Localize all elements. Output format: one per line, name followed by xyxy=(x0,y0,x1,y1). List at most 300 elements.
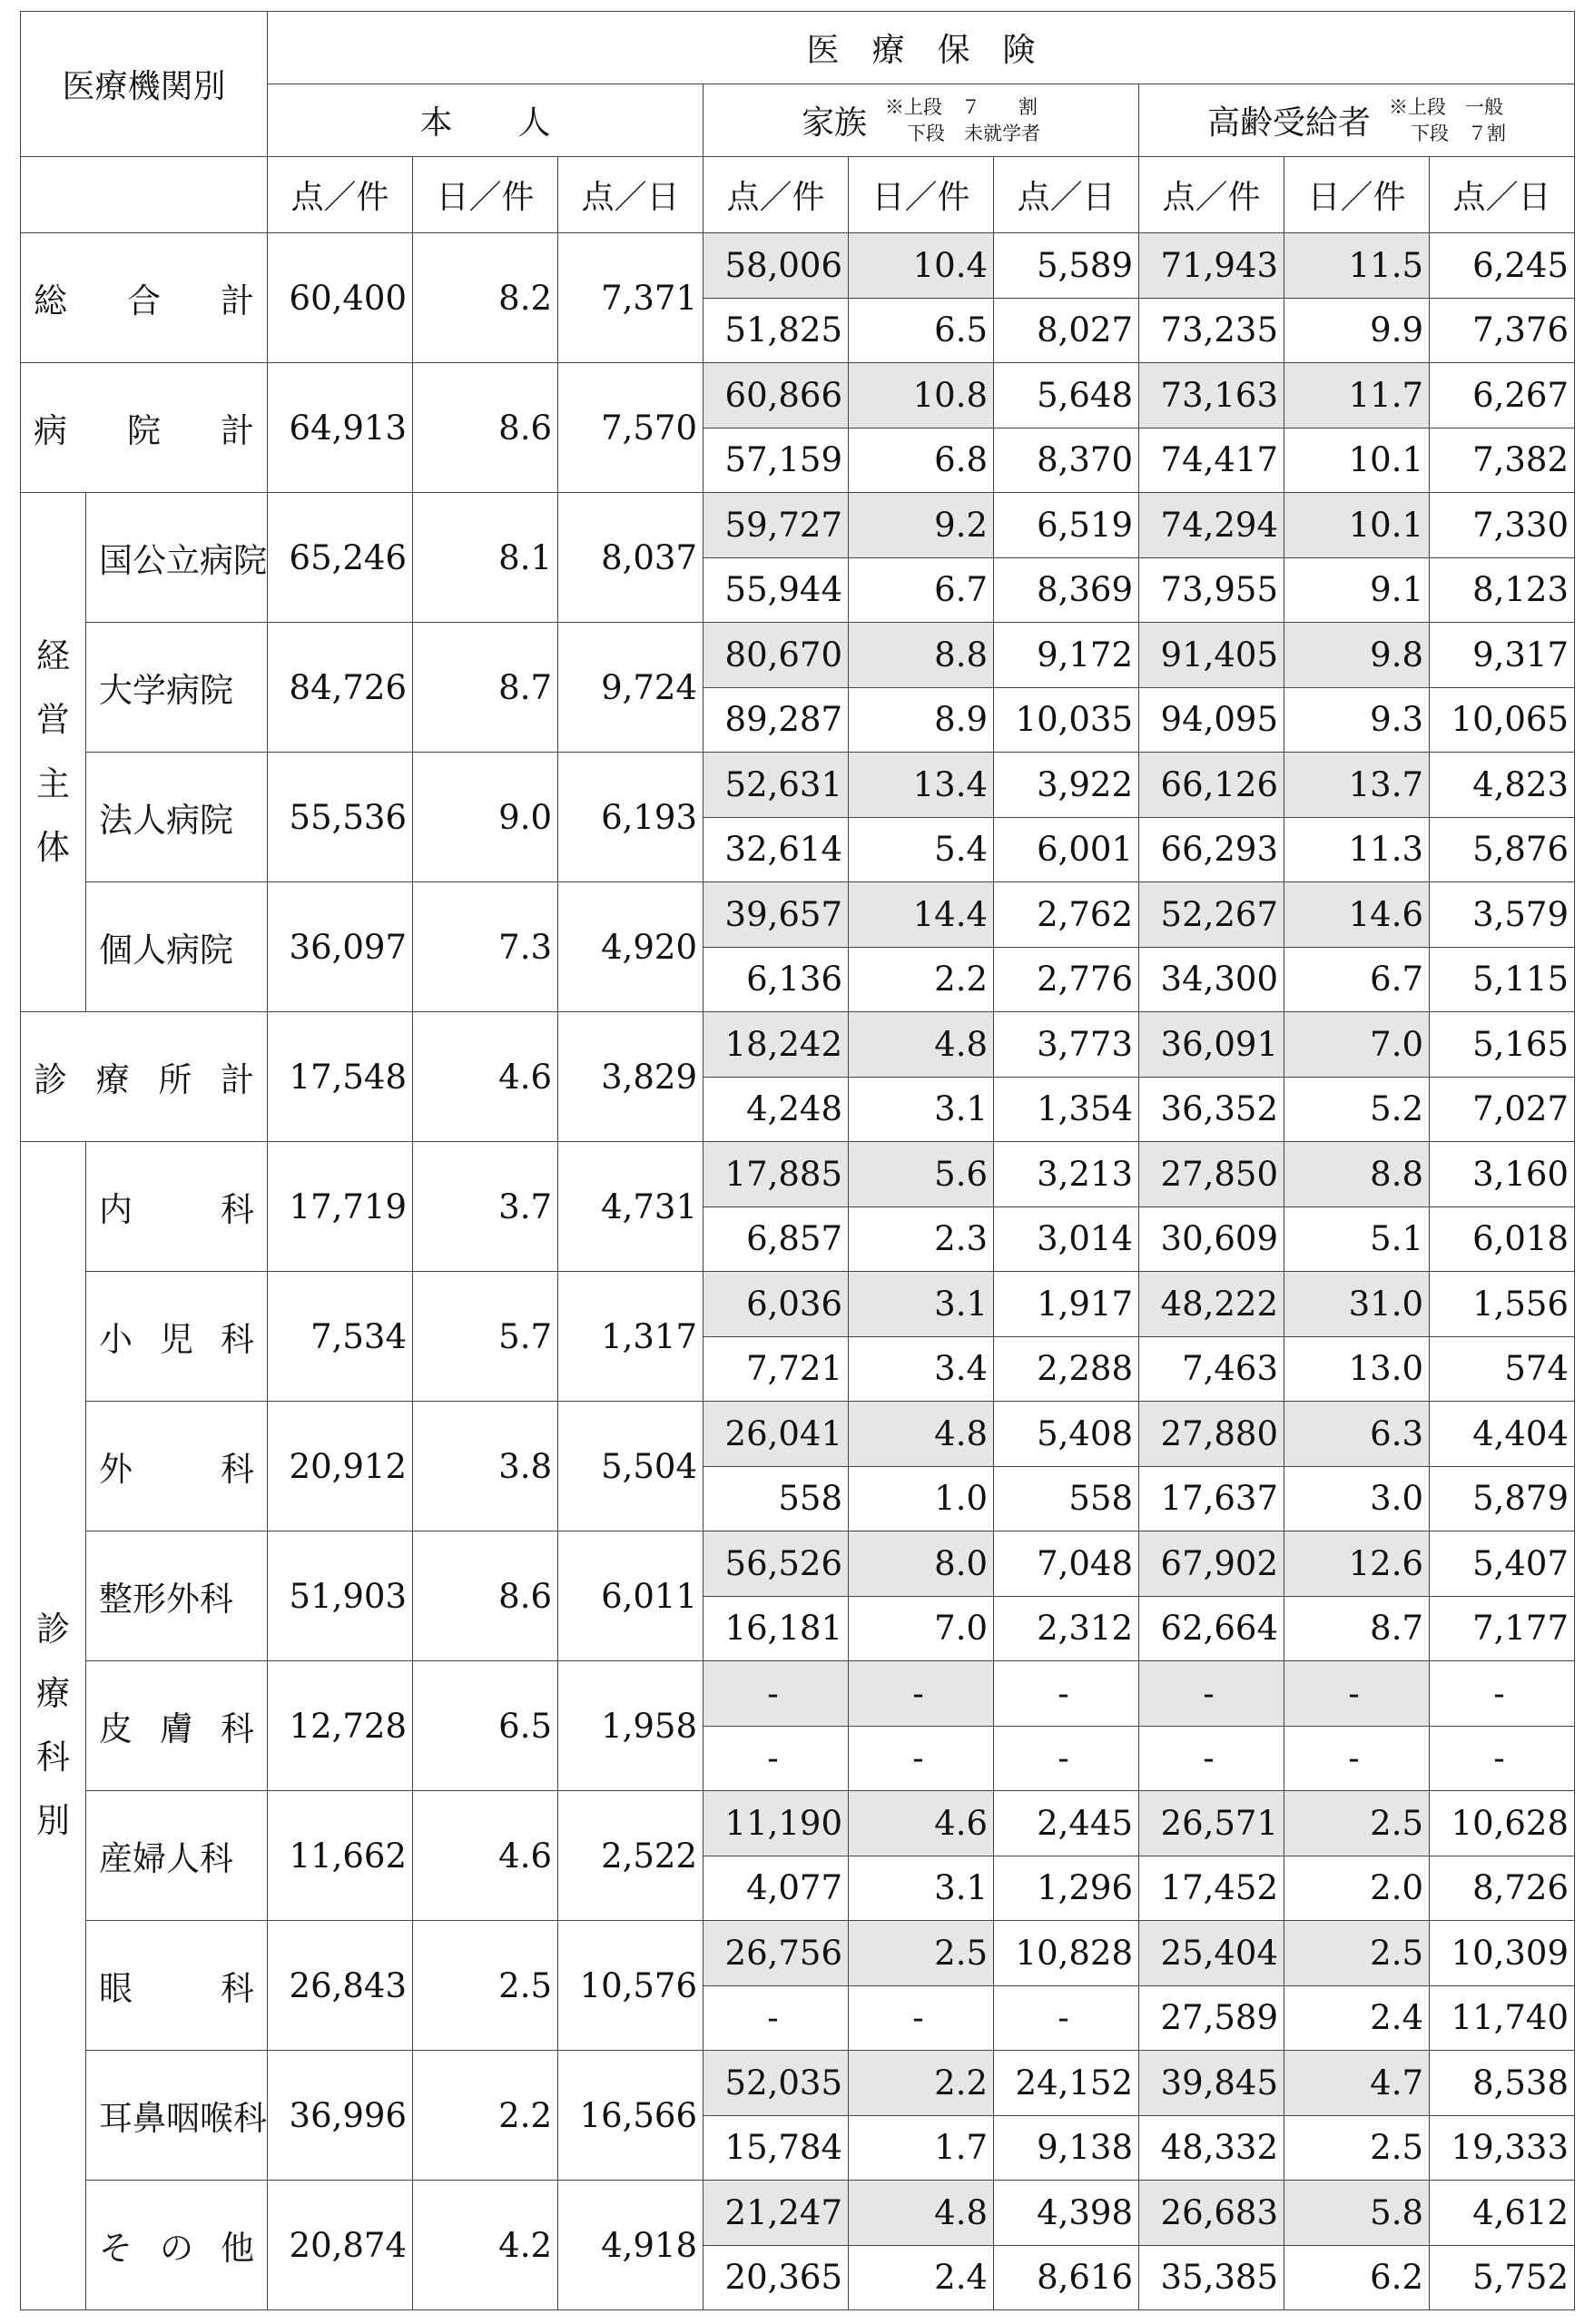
value-cell: 74,417 xyxy=(1139,428,1284,493)
value-cell: 2.3 xyxy=(849,1206,994,1272)
section-label xyxy=(21,493,86,1012)
value-cell: 2.4 xyxy=(849,2245,994,2310)
value-cell: 36,091 xyxy=(1139,1012,1284,1078)
value-cell: 51,903 xyxy=(268,1531,413,1661)
value-cell: 59,727 xyxy=(704,493,849,558)
value-cell: 39,657 xyxy=(704,882,849,948)
row-label-char: 診 xyxy=(34,1060,67,1099)
table-row xyxy=(21,1402,1575,1467)
table-row xyxy=(21,233,1575,299)
value-cell: 11,740 xyxy=(1430,1985,1575,2051)
value-cell: 17,719 xyxy=(268,1142,413,1272)
row-label xyxy=(86,1831,267,1880)
value-cell: - xyxy=(1139,1661,1284,1727)
value-cell: 2.5 xyxy=(1284,2115,1430,2181)
value-cell: 3,160 xyxy=(1430,1142,1575,1207)
value-cell: 8.6 xyxy=(413,363,558,493)
value-cell: 1.0 xyxy=(849,1466,994,1531)
value-cell: 4.6 xyxy=(413,1012,558,1142)
value-cell: 5.2 xyxy=(1284,1077,1430,1142)
row-label-char: 科 xyxy=(221,1450,254,1489)
value-cell: 32,614 xyxy=(704,817,849,882)
value-cell: 73,955 xyxy=(1139,557,1284,623)
value-cell: 7,463 xyxy=(1139,1336,1284,1402)
value-cell: 11.5 xyxy=(1284,233,1430,299)
value-cell: 20,365 xyxy=(704,2245,849,2310)
value-cell: 94,095 xyxy=(1139,687,1284,753)
value-cell: 74,294 xyxy=(1139,493,1284,558)
row-label xyxy=(86,922,267,971)
value-cell: 9,724 xyxy=(558,623,704,753)
value-cell: 3,579 xyxy=(1430,882,1575,948)
value-cell: 4.8 xyxy=(849,2181,994,2246)
value-cell: 11.7 xyxy=(1284,363,1430,428)
value-cell: 26,683 xyxy=(1139,2181,1284,2246)
value-cell: 5,408 xyxy=(994,1402,1139,1467)
row-label-char: 国公立病院 xyxy=(99,541,267,580)
value-cell: 13.4 xyxy=(849,753,994,818)
value-cell: 2.0 xyxy=(1284,1856,1430,1921)
value-cell: 2.5 xyxy=(413,1921,558,2051)
value-cell: 80,670 xyxy=(704,623,849,688)
value-cell: 4,404 xyxy=(1430,1402,1575,1467)
table-row xyxy=(21,882,1575,948)
value-cell: 4,918 xyxy=(558,2181,704,2310)
value-cell: 9.0 xyxy=(413,753,558,882)
value-cell: 7.3 xyxy=(413,882,558,1012)
table-row xyxy=(21,2051,1575,2116)
value-cell: 7,376 xyxy=(1430,298,1575,363)
value-cell: 60,866 xyxy=(704,363,849,428)
value-cell: 6.8 xyxy=(849,428,994,493)
value-cell: 6,245 xyxy=(1430,233,1575,299)
section-label-char: 主 xyxy=(36,763,70,803)
value-cell: 34,300 xyxy=(1139,947,1284,1012)
value-cell: 3,213 xyxy=(994,1142,1139,1207)
value-cell: 6.7 xyxy=(1284,947,1430,1012)
row-label-char: 小 xyxy=(99,1320,133,1359)
row-label-char: 整形外科 xyxy=(99,1580,233,1619)
row-label-char: 眼 xyxy=(99,1969,133,2008)
value-cell: 10,309 xyxy=(1430,1921,1575,1986)
value-cell: 4,823 xyxy=(1430,753,1575,818)
value-cell: 64,913 xyxy=(268,363,413,493)
value-cell: 10.4 xyxy=(849,233,994,299)
value-cell: 10,065 xyxy=(1430,687,1575,753)
row-label-cell xyxy=(21,363,268,493)
value-cell: 57,159 xyxy=(704,428,849,493)
value-cell: 2,776 xyxy=(994,947,1139,1012)
value-cell: 2,762 xyxy=(994,882,1139,948)
value-cell: 4.8 xyxy=(849,1402,994,1467)
column-header: 点／件 xyxy=(268,157,413,233)
row-label xyxy=(86,1312,267,1361)
value-cell: 60,400 xyxy=(268,233,413,363)
value-cell: 9,317 xyxy=(1430,623,1575,688)
value-cell: 67,902 xyxy=(1139,1531,1284,1597)
value-cell: 2.2 xyxy=(849,947,994,1012)
value-cell: 10.1 xyxy=(1284,493,1430,558)
col-header-blank xyxy=(21,157,268,233)
row-label-cell xyxy=(21,1012,268,1142)
table-row xyxy=(21,363,1575,428)
row-label-cell xyxy=(86,882,268,1012)
value-cell: 71,943 xyxy=(1139,233,1284,299)
value-cell: 62,664 xyxy=(1139,1596,1284,1661)
value-cell: 6,193 xyxy=(558,753,704,882)
section-label xyxy=(21,1142,86,2310)
row-label-cell xyxy=(86,493,268,623)
value-cell: 14.4 xyxy=(849,882,994,948)
value-cell: 2.5 xyxy=(849,1921,994,1986)
value-cell: 66,293 xyxy=(1139,817,1284,882)
value-cell: 30,609 xyxy=(1139,1206,1284,1272)
row-label-char: 総 xyxy=(34,281,67,320)
value-cell: - xyxy=(704,1661,849,1727)
row-label-char: 膚 xyxy=(160,1709,193,1748)
value-cell: 8.6 xyxy=(413,1531,558,1661)
section-label-char: 療 xyxy=(36,1673,70,1713)
value-cell: - xyxy=(849,1726,994,1791)
value-cell: 1,917 xyxy=(994,1272,1139,1337)
value-cell: 3.1 xyxy=(849,1272,994,1337)
table-row xyxy=(21,1661,1575,1727)
column-header: 点／件 xyxy=(704,157,849,233)
row-label-char: 科 xyxy=(221,1190,254,1229)
value-cell: 52,035 xyxy=(704,2051,849,2116)
value-cell: 8.2 xyxy=(413,233,558,363)
value-cell: 39,845 xyxy=(1139,2051,1284,2116)
value-cell: 8,037 xyxy=(558,493,704,623)
value-cell: 2.2 xyxy=(849,2051,994,2116)
row-label-char: 皮 xyxy=(99,1709,133,1748)
value-cell: 9.8 xyxy=(1284,623,1430,688)
value-cell: 5,504 xyxy=(558,1402,704,1531)
value-cell: 52,267 xyxy=(1139,882,1284,948)
value-cell: 9.1 xyxy=(1284,557,1430,623)
value-cell: 84,726 xyxy=(268,623,413,753)
value-cell: 48,332 xyxy=(1139,2115,1284,2181)
row-label-cell xyxy=(86,1921,268,2051)
value-cell: 2,288 xyxy=(994,1336,1139,1402)
value-cell: 10,035 xyxy=(994,687,1139,753)
value-cell: 25,404 xyxy=(1139,1921,1284,1986)
value-cell: 5,876 xyxy=(1430,817,1575,882)
value-cell: 6.5 xyxy=(849,298,994,363)
value-cell: 48,222 xyxy=(1139,1272,1284,1337)
value-cell: 6.5 xyxy=(413,1661,558,1791)
value-cell: - xyxy=(994,1726,1139,1791)
row-label xyxy=(86,2221,267,2270)
value-cell: 8,123 xyxy=(1430,557,1575,623)
value-cell: - xyxy=(704,1726,849,1791)
value-cell: 17,452 xyxy=(1139,1856,1284,1921)
medical-statistics-table xyxy=(20,11,1575,2310)
value-cell: 4,612 xyxy=(1430,2181,1575,2246)
row-label-cell xyxy=(86,1661,268,1791)
row-label-char: 計 xyxy=(220,1060,254,1099)
section-label-char: 営 xyxy=(36,700,70,740)
value-cell: 4,077 xyxy=(704,1856,849,1921)
value-cell: - xyxy=(704,1985,849,2051)
value-cell: 6.2 xyxy=(1284,2245,1430,2310)
row-label-char: 療 xyxy=(95,1060,130,1099)
value-cell: 55,536 xyxy=(268,753,413,882)
value-cell: 2.5 xyxy=(1284,1921,1430,1986)
value-cell: 1.7 xyxy=(849,2115,994,2181)
row-label-char: 産婦人科 xyxy=(99,1839,233,1878)
value-cell: 8.7 xyxy=(1284,1596,1430,1661)
value-cell: 17,637 xyxy=(1139,1466,1284,1531)
value-cell: 7,177 xyxy=(1430,1596,1575,1661)
row-label-char: 法人病院 xyxy=(99,801,233,840)
value-cell: 52,631 xyxy=(704,753,849,818)
value-cell: 8.9 xyxy=(849,687,994,753)
value-cell: 3,014 xyxy=(994,1206,1139,1272)
value-cell: 7,382 xyxy=(1430,428,1575,493)
row-label xyxy=(86,793,267,842)
value-cell: 3,773 xyxy=(994,1012,1139,1078)
table-row xyxy=(21,1012,1575,1078)
value-cell: 20,912 xyxy=(268,1402,413,1531)
value-cell: 7.0 xyxy=(849,1596,994,1661)
table-row xyxy=(21,1272,1575,1337)
row-label-char: 病 xyxy=(34,411,67,450)
row-label-char: 院 xyxy=(127,411,161,450)
value-cell: 558 xyxy=(994,1466,1139,1531)
value-cell: 5,115 xyxy=(1430,947,1575,1012)
row-label-char: の xyxy=(160,2229,193,2268)
value-cell: 9.3 xyxy=(1284,687,1430,753)
row-label-cell xyxy=(86,753,268,882)
row-label-cell xyxy=(86,1791,268,1921)
value-cell: 5,165 xyxy=(1430,1012,1575,1078)
row-label-char: 科 xyxy=(221,1709,254,1748)
value-cell: 6,857 xyxy=(704,1206,849,1272)
value-cell: 26,571 xyxy=(1139,1791,1284,1856)
value-cell: 11,662 xyxy=(268,1791,413,1921)
value-cell: 11,190 xyxy=(704,1791,849,1856)
value-cell: 6,519 xyxy=(994,493,1139,558)
value-cell: 4.7 xyxy=(1284,2051,1430,2116)
row-label xyxy=(86,1182,267,1231)
value-cell: 51,825 xyxy=(704,298,849,363)
group-kazoku-note-top: ※上段 ７ 割 xyxy=(885,96,1038,119)
value-cell: 17,885 xyxy=(704,1142,849,1207)
value-cell: 3.7 xyxy=(413,1142,558,1272)
value-cell: 8,027 xyxy=(994,298,1139,363)
value-cell: 7.0 xyxy=(1284,1012,1430,1078)
value-cell: - xyxy=(994,1661,1139,1727)
value-cell: 8,726 xyxy=(1430,1856,1575,1921)
value-cell: 1,958 xyxy=(558,1661,704,1791)
row-label-char: 所 xyxy=(158,1060,192,1099)
value-cell: 6,018 xyxy=(1430,1206,1575,1272)
value-cell: 18,242 xyxy=(704,1012,849,1078)
value-cell: 7,721 xyxy=(704,1336,849,1402)
value-cell: 3.0 xyxy=(1284,1466,1430,1531)
value-cell: 66,126 xyxy=(1139,753,1284,818)
row-label xyxy=(21,1052,267,1101)
value-cell: 36,996 xyxy=(268,2051,413,2181)
value-cell: 14.6 xyxy=(1284,882,1430,948)
value-cell: 35,385 xyxy=(1139,2245,1284,2310)
value-cell: 8,616 xyxy=(994,2245,1139,2310)
row-label-char: 他 xyxy=(221,2229,254,2268)
row-label-cell xyxy=(86,1402,268,1531)
value-cell: 5.4 xyxy=(849,817,994,882)
row-label-char: 科 xyxy=(221,1320,254,1359)
row-label xyxy=(21,273,267,322)
column-header: 日／件 xyxy=(413,157,558,233)
value-cell: 1,317 xyxy=(558,1272,704,1402)
value-cell: 2,312 xyxy=(994,1596,1139,1661)
row-label-cell xyxy=(21,233,268,363)
value-cell: 56,526 xyxy=(704,1531,849,1597)
value-cell: 6,011 xyxy=(558,1531,704,1661)
value-cell: 2,522 xyxy=(558,1791,704,1921)
row-label-char: 個人病院 xyxy=(99,931,233,970)
value-cell: - xyxy=(1430,1726,1575,1791)
value-cell: 10.1 xyxy=(1284,428,1430,493)
value-cell: 16,566 xyxy=(558,2051,704,2181)
group-kazoku-note-bottom: 下段 未就学者 xyxy=(907,122,1040,144)
category-header: 医療機関別 xyxy=(21,12,268,157)
value-cell: 89,287 xyxy=(704,687,849,753)
column-header: 日／件 xyxy=(1284,157,1430,233)
value-cell: 10.8 xyxy=(849,363,994,428)
row-label-char: 合 xyxy=(127,281,161,320)
value-cell: 7,048 xyxy=(994,1531,1139,1597)
value-cell: 73,163 xyxy=(1139,363,1284,428)
value-cell: 6,036 xyxy=(704,1272,849,1337)
section-label-char: 別 xyxy=(36,1801,70,1841)
value-cell: 36,097 xyxy=(268,882,413,1012)
value-cell: 1,296 xyxy=(994,1856,1139,1921)
insurance-header: 医 療 保 険 xyxy=(268,12,1575,84)
value-cell: 2.2 xyxy=(413,2051,558,2181)
value-cell: 6,267 xyxy=(1430,363,1575,428)
row-label-char: 児 xyxy=(160,1320,193,1359)
table-row xyxy=(21,623,1575,688)
row-label-char: 外 xyxy=(99,1450,133,1489)
value-cell: 5.6 xyxy=(849,1142,994,1207)
column-header: 点／日 xyxy=(558,157,704,233)
value-cell: 9.9 xyxy=(1284,298,1430,363)
value-cell: 6.3 xyxy=(1284,1402,1430,1467)
value-cell: 4.6 xyxy=(413,1791,558,1921)
value-cell: - xyxy=(849,1985,994,2051)
row-label-char: 科 xyxy=(221,1969,254,2008)
row-label xyxy=(86,1961,267,2010)
value-cell: 20,874 xyxy=(268,2181,413,2310)
value-cell: 5,879 xyxy=(1430,1466,1575,1531)
value-cell: 8.8 xyxy=(849,623,994,688)
value-cell: 27,850 xyxy=(1139,1142,1284,1207)
value-cell: 1,354 xyxy=(994,1077,1139,1142)
value-cell: 12,728 xyxy=(268,1661,413,1791)
group-koureisha-note-bottom: 下段 ７割 xyxy=(1411,122,1506,144)
value-cell: 26,843 xyxy=(268,1921,413,2051)
value-cell: 3.8 xyxy=(413,1402,558,1531)
value-cell: 8.0 xyxy=(849,1531,994,1597)
group-kazoku-label: 家族 xyxy=(801,104,867,142)
row-label xyxy=(86,1442,267,1491)
value-cell: 3.1 xyxy=(849,1856,994,1921)
row-label-cell xyxy=(86,2181,268,2310)
row-label xyxy=(86,663,267,712)
value-cell: 9,138 xyxy=(994,2115,1139,2181)
value-cell: 65,246 xyxy=(268,493,413,623)
value-cell: 4.6 xyxy=(849,1791,994,1856)
value-cell: 31.0 xyxy=(1284,1272,1430,1337)
value-cell: - xyxy=(849,1661,994,1727)
value-cell: - xyxy=(1139,1726,1284,1791)
value-cell: 36,352 xyxy=(1139,1077,1284,1142)
value-cell: 5.1 xyxy=(1284,1206,1430,1272)
row-label-char: 計 xyxy=(221,281,254,320)
table-row xyxy=(21,493,1575,558)
value-cell: 558 xyxy=(704,1466,849,1531)
column-header: 日／件 xyxy=(849,157,994,233)
row-label xyxy=(86,533,267,582)
table-row xyxy=(21,753,1575,818)
value-cell: 6,001 xyxy=(994,817,1139,882)
group-honnin-label: 本 人 xyxy=(419,104,551,142)
value-cell: 4.8 xyxy=(849,1012,994,1078)
row-label-cell xyxy=(86,1531,268,1661)
value-cell: 574 xyxy=(1430,1336,1575,1402)
value-cell: 27,880 xyxy=(1139,1402,1284,1467)
value-cell: 4,398 xyxy=(994,2181,1139,2246)
value-cell: 27,589 xyxy=(1139,1985,1284,2051)
value-cell: 7,534 xyxy=(268,1272,413,1402)
value-cell: 10,828 xyxy=(994,1921,1139,1986)
value-cell: 24,152 xyxy=(994,2051,1139,2116)
value-cell: 8,538 xyxy=(1430,2051,1575,2116)
value-cell: 26,041 xyxy=(704,1402,849,1467)
value-cell: 6.7 xyxy=(849,557,994,623)
value-cell: 9,172 xyxy=(994,623,1139,688)
value-cell: 12.6 xyxy=(1284,1531,1430,1597)
value-cell: 7,027 xyxy=(1430,1077,1575,1142)
value-cell: 5,648 xyxy=(994,363,1139,428)
value-cell: 10,576 xyxy=(558,1921,704,2051)
group-honnin-header xyxy=(268,84,704,157)
value-cell: 16,181 xyxy=(704,1596,849,1661)
value-cell: 73,235 xyxy=(1139,298,1284,363)
row-label xyxy=(86,2091,267,2140)
value-cell: 13.7 xyxy=(1284,753,1430,818)
value-cell: 91,405 xyxy=(1139,623,1284,688)
value-cell: - xyxy=(994,1985,1139,2051)
group-koureisha-header xyxy=(1139,84,1575,157)
row-label-char: 計 xyxy=(221,411,254,450)
value-cell: 13.0 xyxy=(1284,1336,1430,1402)
value-cell: 9.2 xyxy=(849,493,994,558)
table-row xyxy=(21,2181,1575,2246)
section-label-char: 経 xyxy=(36,635,70,675)
row-label-cell xyxy=(86,2051,268,2181)
value-cell: 8,369 xyxy=(994,557,1139,623)
column-header: 点／件 xyxy=(1139,157,1284,233)
value-cell: 11.3 xyxy=(1284,817,1430,882)
row-label xyxy=(21,403,267,452)
value-cell: 58,006 xyxy=(704,233,849,299)
section-label-char: 科 xyxy=(36,1738,70,1777)
row-label xyxy=(86,1571,267,1620)
row-label-cell xyxy=(86,1272,268,1402)
